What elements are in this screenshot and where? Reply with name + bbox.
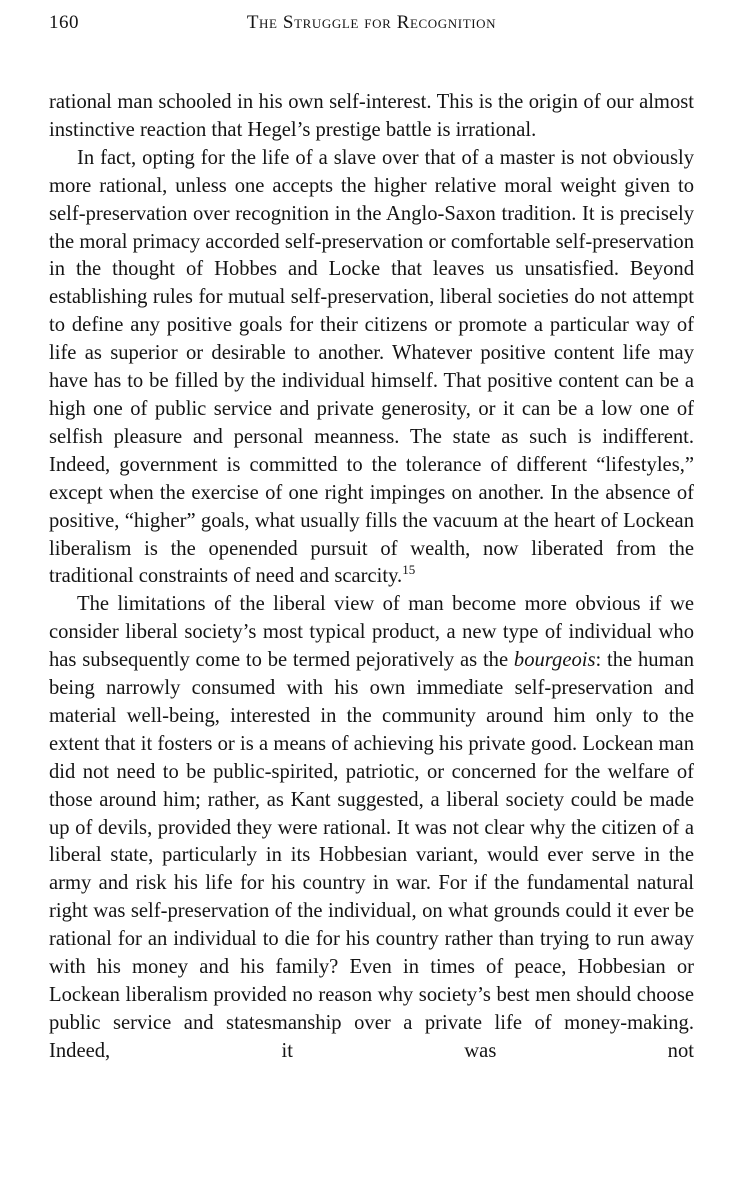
paragraph-3-text-start: The limitations of the liberal view of man become more obvious if we consider liberal society’s most typical product, a new type of individual who has subsequently come to be termed pejoratively as the — [49, 593, 694, 672]
paragraph-3 — [49, 591, 694, 1065]
paragraph-1-text: rational man schooled in his own self-interest. This is the origin of our almost instinctive reaction that Hegel’s prestige battle is irrational. — [49, 91, 694, 141]
body-text — [49, 89, 694, 1066]
paragraph-1 — [49, 89, 694, 145]
paragraph-2 — [49, 145, 694, 592]
footnote-reference: 15 — [402, 562, 416, 578]
paragraph-3-text-end: : the human being narrowly consumed with his own immediate self-preservation and material well-being, interested in the community around him only to the extent that it fosters or is a means of achieving his private good. Lockean man did not need to be public-spirited, patriotic, or concerned for the welfare of those around him; rather, as Kant suggested, a liberal society could be made up of devils, provided they were rational. It was not clear why the citizen of a liberal state, particularly in its Hobbesian variant, would ever serve in the army and risk his life for his country in war. For if the fundamental natural right was self-preservation of the individual, on what grounds could it ever be rational for an individual to die for his country rather than trying to run away with his money and his family? Even in times of peace, Hobbesian or Lockean liberalism provided no reason why society’s best men should choose public service and statesmanship over a private life of money-making. Indeed, it was not — [49, 649, 695, 1062]
book-page — [49, 12, 694, 1066]
running-title: The Struggle for Recognition — [246, 12, 497, 33]
italic-term: bourgeois — [513, 649, 596, 672]
running-header — [49, 12, 694, 46]
page-number: 160 — [49, 12, 79, 33]
paragraph-2-text: In fact, opting for the life of a slave over that of a master is not obviously more rational, unless one accepts the higher relative moral weight given to self-preservation over recognition in the Anglo-Saxon tradition. It is precisely the moral primacy accorded self-preservation or comfortable self-preservation in the thought of Hobbes and Locke that leaves us unsatisfied. Beyond establishing rules for mutual self-preservation, liberal societies do not attempt to define any positive goals for their citizens or promote a particular way of life as superior or desirable to another. Whatever positive content life may have has to be filled by the individual himself. That positive content can be a high one of public service and private generosity, or it can be a low one of selfish pleasure and personal meanness. The state as such is indifferent. Indeed, government is committed to the tolerance of different “lifestyles,” except when the exercise of one right impinges on another. In the absence of positive, “higher” goals, what usually fills the vacuum at the heart of Lockean liberalism is the openended pursuit of wealth, now liberated from the traditional constraints of need and scarcity. — [49, 146, 694, 588]
